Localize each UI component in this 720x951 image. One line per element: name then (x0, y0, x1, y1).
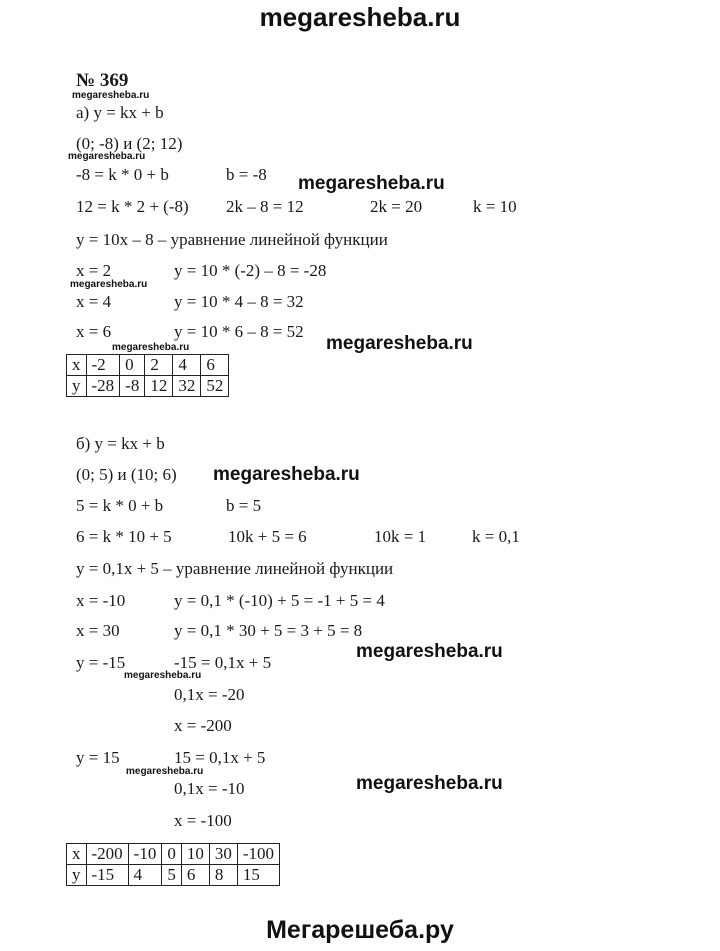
part-b-y-calc: y = 0,1 * 30 + 5 = 3 + 5 = 8 (174, 621, 363, 640)
part-b-y15-step: 0,1x = -10 (174, 779, 245, 798)
part-a-value-table (66, 354, 229, 397)
part-a-eq2: 12 = k * 2 + (-8) (76, 197, 189, 216)
part-a-title: а) y = kx + b (76, 103, 164, 122)
table-row (67, 376, 229, 397)
part-b-y-neg15-result: x = -200 (174, 716, 232, 735)
table-cell: x (67, 844, 87, 865)
watermark-large: megaresheba.ru (298, 173, 445, 194)
part-b-eq2-step2: 10k = 1 (374, 527, 427, 546)
watermark-large: megaresheba.ru (213, 464, 360, 485)
table-cell: 15 (237, 865, 279, 886)
table-cell: 0 (120, 355, 145, 376)
part-b-points: (0; 5) и (10; 6) (76, 465, 177, 484)
watermark-large: megaresheba.ru (356, 641, 503, 662)
table-cell: -15 (86, 865, 128, 886)
table-cell: 4 (173, 355, 201, 376)
table-cell: 32 (173, 376, 201, 397)
part-b-y15-label: y = 15 (76, 748, 120, 767)
part-b-y-neg15-step: 0,1x = -20 (174, 685, 245, 704)
part-b-eq1: 5 = k * 0 + b (76, 496, 164, 515)
table-cell: y (67, 376, 87, 397)
part-b-title: б) y = kx + b (76, 434, 165, 453)
table-cell: 4 (128, 865, 162, 886)
watermark-small: megaresheba.ru (124, 670, 202, 681)
part-a-y-calc: y = 10 * (-2) – 8 = -28 (174, 261, 327, 280)
table-cell: 52 (201, 376, 229, 397)
part-a-eq2-step2: 2k = 20 (370, 197, 423, 216)
table-cell: 10 (181, 844, 209, 865)
table-cell: 2 (145, 355, 173, 376)
table-cell: -200 (86, 844, 128, 865)
part-b-x-value: x = 30 (76, 621, 120, 640)
watermark-large: megaresheba.ru (356, 773, 503, 794)
watermark-small: megaresheba.ru (112, 342, 190, 353)
table-cell: -8 (120, 376, 145, 397)
watermark-top: megaresheba.ru (259, 2, 461, 32)
part-b-y15-eq: 15 = 0,1x + 5 (174, 748, 266, 767)
table-cell: 8 (209, 865, 237, 886)
table-row (67, 865, 280, 886)
table-cell: -28 (86, 376, 120, 397)
part-b-y-neg15-label: y = -15 (76, 653, 126, 672)
part-a-eq2-step1: 2k – 8 = 12 (226, 197, 304, 216)
table-cell: 6 (201, 355, 229, 376)
watermark-small: megaresheba.ru (68, 151, 146, 162)
part-b-function: y = 0,1x + 5 – уравнение линейной функции (76, 559, 394, 578)
table-cell: 12 (145, 376, 173, 397)
part-a-function: y = 10x – 8 – уравнение линейной функции (76, 230, 388, 249)
part-b-eq1-result: b = 5 (226, 496, 262, 515)
part-a-x-value: x = 6 (76, 322, 112, 341)
part-a-eq2-step3: k = 10 (473, 197, 517, 216)
part-a-points: (0; -8) и (2; 12) (76, 134, 183, 153)
part-b-x-value: x = -10 (76, 591, 126, 610)
table-cell: 30 (209, 844, 237, 865)
table-cell: x (67, 355, 87, 376)
part-b-value-table (66, 843, 280, 886)
part-a-y-calc: y = 10 * 6 – 8 = 52 (174, 322, 304, 341)
part-a-x-value: x = 4 (76, 292, 112, 311)
table-cell: -10 (128, 844, 162, 865)
part-b-y15-result: x = -100 (174, 811, 232, 830)
table-cell: 5 (162, 865, 182, 886)
watermark-bottom: Мегарешеба.ру (266, 916, 454, 944)
part-b-eq2-step3: k = 0,1 (472, 527, 520, 546)
table-row (67, 844, 280, 865)
watermark-small: megaresheba.ru (70, 279, 148, 290)
table-cell: -100 (237, 844, 279, 865)
part-b-eq2-step1: 10k + 5 = 6 (228, 527, 307, 546)
table-cell: 6 (181, 865, 209, 886)
part-b-y-neg15-eq: -15 = 0,1x + 5 (174, 653, 272, 672)
table-cell: -2 (86, 355, 120, 376)
problem-number: № 369 (76, 70, 129, 91)
part-a-eq1-result: b = -8 (226, 165, 267, 184)
part-a-y-calc: y = 10 * 4 – 8 = 32 (174, 292, 304, 311)
table-cell: 0 (162, 844, 182, 865)
table-row (67, 355, 229, 376)
table-cell: y (67, 865, 87, 886)
part-a-x-value: x = 2 (76, 261, 112, 280)
part-b-y-calc: y = 0,1 * (-10) + 5 = -1 + 5 = 4 (174, 591, 385, 610)
part-b-eq2: 6 = k * 10 + 5 (76, 527, 172, 546)
watermark-large: megaresheba.ru (326, 333, 473, 354)
part-a-eq1: -8 = k * 0 + b (76, 165, 169, 184)
watermark-small: megaresheba.ru (126, 766, 204, 777)
watermark-small: megaresheba.ru (72, 90, 150, 101)
